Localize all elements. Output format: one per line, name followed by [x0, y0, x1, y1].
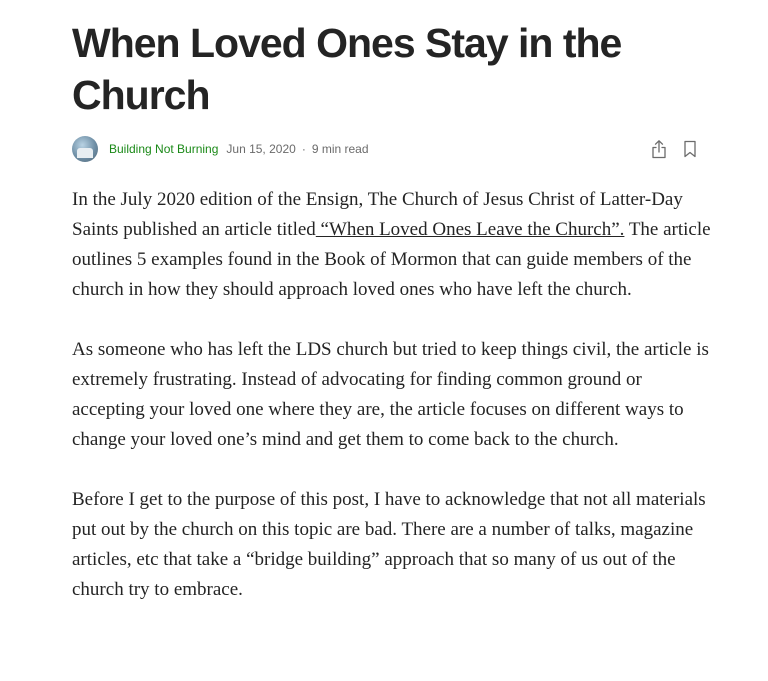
- article-meta: [72, 135, 698, 163]
- share-icon[interactable]: [650, 139, 668, 159]
- article-actions: [650, 139, 698, 159]
- article-title: When Loved Ones Stay in the Church: [72, 20, 622, 118]
- meta-separator: ·: [301, 142, 306, 156]
- paragraph-text: In the July 2020 edition of the Ensign, The Church of Jesus Christ of Latter-Day Saints published an article titled: [72, 189, 683, 240]
- paragraph: Before I get to the purpose of this post, I have to acknowledge that not all materials put out by the church on this topic are bad. There are a number of talks, magazine articles, etc that take a “bridge building” approach that so many of us out of the church try to embrace.: [72, 489, 706, 600]
- paragraph: As someone who has left the LDS church but tried to keep things civil, the article is extremely frustrating. Instead of advocating for finding common ground or accepting your loved one where they are, the article focuses on different ways to change your loved one’s mind and get them to come back to the church.: [72, 339, 709, 450]
- article-body: [72, 185, 712, 635]
- ensign-article-link[interactable]: “When Loved Ones Leave the Church”.: [315, 219, 625, 240]
- bookmark-icon[interactable]: [682, 139, 698, 159]
- paragraph-text: The article outlines 5 examples found in the Book of Mormon that can guide members of the church in how they should approach loved ones who have left the church.: [72, 219, 711, 300]
- author-name[interactable]: Building Not Burning: [109, 142, 219, 156]
- author-avatar[interactable]: [72, 136, 98, 162]
- publish-date: Jun 15, 2020: [226, 142, 296, 156]
- read-time: 9 min read: [311, 142, 369, 156]
- paragraph: [72, 185, 712, 305]
